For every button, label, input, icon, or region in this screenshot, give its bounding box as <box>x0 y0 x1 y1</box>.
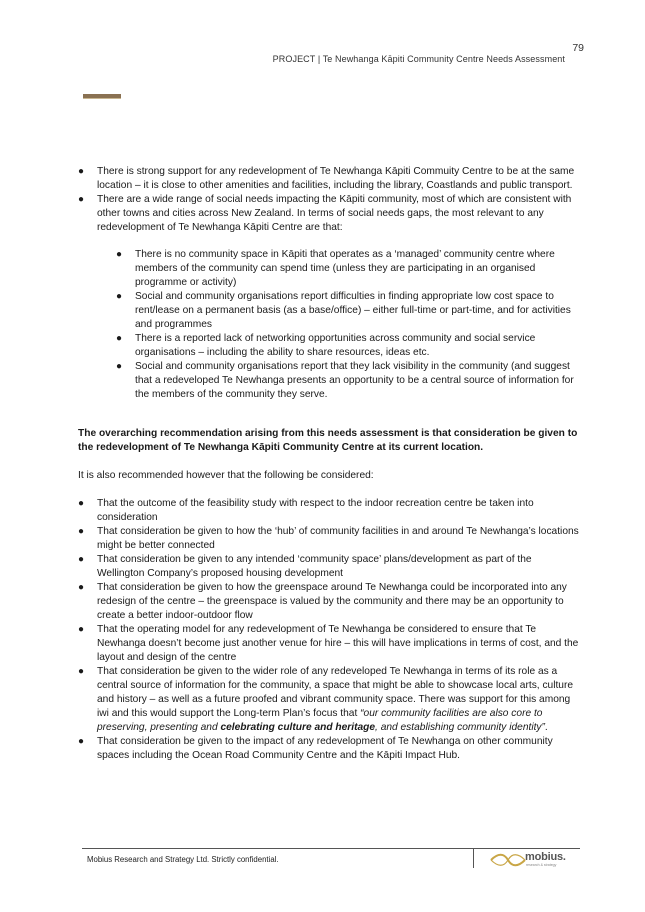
mobius-logo <box>490 851 570 869</box>
overarching-recommendation: The overarching recommendation arising from this needs assessment is that consideration be given to the redevelopment of Te Newhanga Kāpiti Community Centre at its current location. <box>78 428 578 453</box>
ltp-quote: “our community facilities are also core to preserving, presenting and <box>97 708 543 733</box>
list-item: ● There is a reported lack of networking opportunities across community and social service organisations – including the ability to share resources, ideas etc. <box>116 333 536 358</box>
considerations-list <box>78 497 581 763</box>
bullet-icon: ● <box>78 498 85 509</box>
ltp-quote-emphasis: celebrating culture and heritage <box>220 722 376 733</box>
findings-list <box>78 165 581 402</box>
list-item: ● That consideration be given to the impact of any redevelopment of Te Newhanga on other community spaces including the Ocean Road Community Centre and the Kāpiti Impact Hub. <box>78 736 553 761</box>
running-head: PROJECT | Te Newhanga Kāpiti Community Centre Needs Assessment <box>272 54 565 64</box>
bullet-icon: ● <box>78 666 85 677</box>
bullet-icon: ● <box>116 361 123 372</box>
footer-confidential-note: Mobius Research and Strategy Ltd. Strictly confidential. <box>87 855 279 864</box>
mobius-swoosh-icon <box>490 853 526 867</box>
page-number: 79 <box>572 42 584 54</box>
bullet-icon: ● <box>78 194 85 205</box>
bullet-icon: ● <box>78 624 85 635</box>
list-item: ● That consideration be given to any intended ‘community space’ plans/development as part of the Wellington Company’s proposed housing development <box>78 554 532 579</box>
list-item: ● Social and community organisations report that they lack visibility in the community (and suggest that a redeveloped Te Newhanga presents an opportunity to be a central source of information for the members of the community they serve. <box>116 361 574 400</box>
bullet-icon: ● <box>116 333 123 344</box>
page-body <box>78 165 581 763</box>
also-recommended-intro: It is also recommended however that the following be considered: <box>78 470 374 481</box>
list-item: ● That consideration be given to the wider role of any redeveloped Te Newhanga in terms of its role as a central source of information for the community, a space that might be able to showcase local arts, culture and history – as well as a future proofed and vibrant community space. There was support for this among iwi and this would support the Long-term Plan’s focus that “our community facilities are also core to preserving, presenting and celebrating culture and heritage, and establishing community identity”. <box>78 666 574 733</box>
list-item: ● There are a wide range of social needs impacting the Kāpiti community, most of which are consistent with other towns and cities across New Zealand. In terms of social needs gaps, the most relevant to any redevelopment of Te Newhanga Kāpiti Centre are that: ● There is no community space in Kāpiti that operates as a ‘managed’ community centre where members of the community can spend time (unless they are participating in an organised programme or activity) ● Social and community organisations report difficulties in finding appropriate low cost space to rent/lease on a permanent basis (as a base/office) – either full-time or part-time, and for activities and programmes ● There is a reported lack of networking opportunities across community and social service organisations – including the ability to share resources, ideas etc. ● Social and community organisations report that they lack visibility in the community (and suggest that a redeveloped Te Newhanga presents an opportunity to be a central source of information for the members of the community they serve. <box>78 193 581 402</box>
ltp-quote-end: , and establishing community identity” <box>375 722 545 733</box>
logo-wordmark: mobius. <box>525 851 566 863</box>
bullet-icon: ● <box>78 526 85 537</box>
list-item: ● That consideration be given to how the ‘hub’ of community facilities in and around Te Newhanga’s locations might be better connected <box>78 526 579 551</box>
bullet-icon: ● <box>78 736 85 747</box>
bullet-icon: ● <box>116 249 123 260</box>
needs-gaps-list <box>116 248 581 402</box>
bullet-icon: ● <box>116 291 123 302</box>
list-item: ● That the operating model for any redevelopment of Te Newhanga be considered to ensure that Te Newhanga doesn’t become just another venue for hire – this will have implications in terms of cost, and the layout and design of the centre <box>78 624 579 663</box>
list-item: ● That the outcome of the feasibility study with respect to the indoor recreation centre be taken into consideration <box>78 498 534 523</box>
bullet-icon: ● <box>78 554 85 565</box>
list-item: ● There is no community space in Kāpiti that operates as a ‘managed’ community centre where members of the community can spend time (unless they are participating in an organised programme or activity) <box>116 249 555 288</box>
bullet-icon: ● <box>78 166 85 177</box>
list-item: ● That consideration be given to how the greenspace around Te Newhanga could be incorporated into any redesign of the centre – the greenspace is valued by the community and there may be an opportunity to create a better indoor-outdoor flow <box>78 582 567 621</box>
footer-rule <box>82 848 580 849</box>
logo-tagline: research & strategy <box>526 863 557 867</box>
list-item: ● Social and community organisations report difficulties in finding appropriate low cost space to rent/lease on a permanent basis (as a base/office) – either full-time or part-time, and for activities and programmes <box>116 291 571 330</box>
footer-divider <box>473 848 474 868</box>
header-accent-rule <box>83 94 121 99</box>
list-item: ● There is strong support for any redevelopment of Te Newhanga Kāpiti Commuity Centre to be at the same location – it is close to other amenities and facilities, including the library, Coastlands and public transport. <box>78 166 575 191</box>
bullet-icon: ● <box>78 582 85 593</box>
